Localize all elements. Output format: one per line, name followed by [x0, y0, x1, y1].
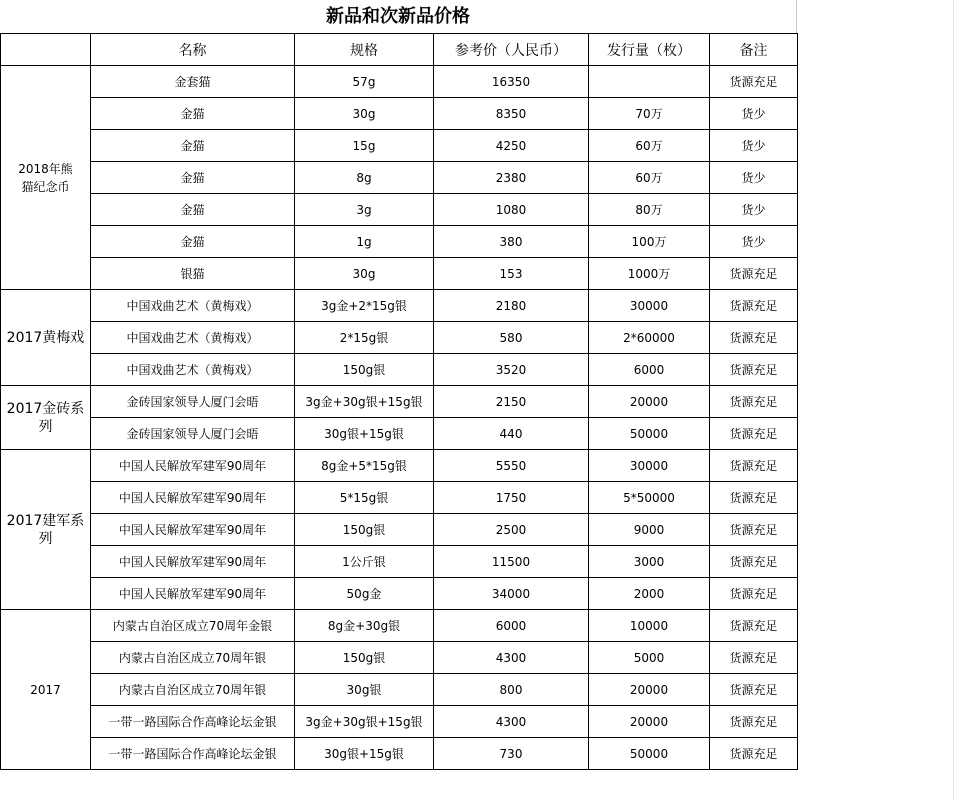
- cell-spec[interactable]: 50g金: [295, 578, 434, 610]
- cell-mintage[interactable]: 50000: [589, 738, 710, 770]
- table-row: [1, 450, 798, 482]
- header-name[interactable]: 名称: [91, 34, 295, 66]
- group-label-cell[interactable]: 2017黄梅戏: [1, 290, 91, 386]
- table-body: [1, 66, 798, 770]
- cell-spec[interactable]: 3g金+2*15g银: [295, 290, 434, 322]
- cell-spec[interactable]: 2*15g银: [295, 322, 434, 354]
- table-row: [1, 194, 798, 226]
- cell-mintage[interactable]: 5000: [589, 642, 710, 674]
- table-row: [1, 226, 798, 258]
- cell-remark[interactable]: 货源充足: [710, 354, 798, 386]
- cell-remark[interactable]: 货源充足: [710, 642, 798, 674]
- cell-name[interactable]: 中国人民解放军建军90周年: [91, 546, 295, 578]
- table-row: [1, 354, 798, 386]
- table-row: [1, 578, 798, 610]
- cell-spec[interactable]: 8g: [295, 162, 434, 194]
- table-row: [1, 514, 798, 546]
- cell-remark[interactable]: 货源充足: [710, 258, 798, 290]
- cell-spec[interactable]: 150g银: [295, 642, 434, 674]
- table-row: [1, 546, 798, 578]
- cell-mintage[interactable]: 50000: [589, 418, 710, 450]
- cell-name[interactable]: 中国人民解放军建军90周年: [91, 514, 295, 546]
- cell-name[interactable]: 金猫: [91, 226, 295, 258]
- cell-name[interactable]: 金砖国家领导人厦门会晤: [91, 386, 295, 418]
- table-row: [1, 66, 798, 98]
- cell-remark[interactable]: 货源充足: [710, 418, 798, 450]
- cell-price[interactable]: 4250: [434, 130, 589, 162]
- cell-spec[interactable]: 57g: [295, 66, 434, 98]
- cell-name[interactable]: 中国人民解放军建军90周年: [91, 450, 295, 482]
- cell-remark[interactable]: 货源充足: [710, 66, 798, 98]
- table-row: [1, 706, 798, 738]
- cell-remark[interactable]: 货源充足: [710, 290, 798, 322]
- cell-price[interactable]: 3520: [434, 354, 589, 386]
- table-row: [1, 258, 798, 290]
- cell-name[interactable]: 一带一路国际合作高峰论坛金银: [91, 706, 295, 738]
- cell-spec[interactable]: 1g: [295, 226, 434, 258]
- table-row: [1, 738, 798, 770]
- cell-price[interactable]: 2150: [434, 386, 589, 418]
- header-corner-cell[interactable]: [1, 34, 91, 66]
- cell-remark[interactable]: 货源充足: [710, 738, 798, 770]
- cell-name[interactable]: 中国戏曲艺术（黄梅戏）: [91, 290, 295, 322]
- cell-price[interactable]: 153: [434, 258, 589, 290]
- cell-remark[interactable]: 货源充足: [710, 578, 798, 610]
- cell-name[interactable]: 内蒙古自治区成立70周年银: [91, 674, 295, 706]
- cell-mintage[interactable]: 80万: [589, 194, 710, 226]
- cell-spec[interactable]: 3g金+30g银+15g银: [295, 706, 434, 738]
- cell-remark[interactable]: 货源充足: [710, 482, 798, 514]
- table-row: [1, 98, 798, 130]
- group-label-cell[interactable]: 2017金砖系列: [1, 386, 91, 450]
- cell-spec[interactable]: 150g银: [295, 514, 434, 546]
- cell-price[interactable]: 11500: [434, 546, 589, 578]
- table-row: [1, 290, 798, 322]
- table-row: [1, 418, 798, 450]
- cell-remark[interactable]: 货源充足: [710, 610, 798, 642]
- price-table: [0, 33, 798, 770]
- header-row: [1, 34, 798, 66]
- cell-mintage[interactable]: 20000: [589, 674, 710, 706]
- cell-remark[interactable]: 货源充足: [710, 706, 798, 738]
- cell-remark[interactable]: 货源充足: [710, 674, 798, 706]
- cell-mintage[interactable]: 10000: [589, 610, 710, 642]
- cell-mintage[interactable]: 100万: [589, 226, 710, 258]
- cell-remark[interactable]: 货少: [710, 98, 798, 130]
- cell-price[interactable]: 380: [434, 226, 589, 258]
- cell-price[interactable]: 1080: [434, 194, 589, 226]
- cell-name[interactable]: 中国戏曲艺术（黄梅戏）: [91, 322, 295, 354]
- group-label-cell[interactable]: 2017建军系列: [1, 450, 91, 610]
- cell-spec[interactable]: 30g: [295, 98, 434, 130]
- table-row: [1, 674, 798, 706]
- cell-mintage[interactable]: 5*50000: [589, 482, 710, 514]
- cell-price[interactable]: 8350: [434, 98, 589, 130]
- cell-price[interactable]: 34000: [434, 578, 589, 610]
- cell-spec[interactable]: 30g银+15g银: [295, 418, 434, 450]
- cell-price[interactable]: 4300: [434, 706, 589, 738]
- cell-name[interactable]: 银猫: [91, 258, 295, 290]
- cell-name[interactable]: 金猫: [91, 130, 295, 162]
- cell-name[interactable]: 金猫: [91, 98, 295, 130]
- cell-mintage[interactable]: 20000: [589, 706, 710, 738]
- cell-mintage[interactable]: 30000: [589, 450, 710, 482]
- cell-price[interactable]: 5550: [434, 450, 589, 482]
- cell-price[interactable]: 2380: [434, 162, 589, 194]
- cell-mintage[interactable]: 60万: [589, 162, 710, 194]
- cell-mintage[interactable]: 2*60000: [589, 322, 710, 354]
- cell-remark[interactable]: 货少: [710, 194, 798, 226]
- cell-name[interactable]: 金猫: [91, 194, 295, 226]
- cell-remark[interactable]: 货源充足: [710, 546, 798, 578]
- cell-mintage[interactable]: [589, 66, 710, 98]
- group-label-cell[interactable]: 2018年熊猫纪念币: [1, 66, 91, 290]
- cell-remark[interactable]: 货少: [710, 130, 798, 162]
- cell-remark[interactable]: 货少: [710, 226, 798, 258]
- cell-remark[interactable]: 货源充足: [710, 322, 798, 354]
- cell-price[interactable]: 16350: [434, 66, 589, 98]
- table-row: [1, 610, 798, 642]
- table-row: [1, 386, 798, 418]
- group-label-cell[interactable]: 2017: [1, 610, 91, 770]
- cell-mintage[interactable]: 60万: [589, 130, 710, 162]
- cell-price[interactable]: 580: [434, 322, 589, 354]
- cell-remark[interactable]: 货源充足: [710, 386, 798, 418]
- cell-price[interactable]: 4300: [434, 642, 589, 674]
- cell-spec[interactable]: 30g: [295, 258, 434, 290]
- cell-spec[interactable]: 3g金+30g银+15g银: [295, 386, 434, 418]
- table-row: [1, 322, 798, 354]
- cell-name[interactable]: 一带一路国际合作高峰论坛金银: [91, 738, 295, 770]
- cell-spec[interactable]: 15g: [295, 130, 434, 162]
- cell-mintage[interactable]: 30000: [589, 290, 710, 322]
- sheet-title: 新品和次新品价格: [0, 0, 797, 33]
- cell-spec[interactable]: 8g金+30g银: [295, 610, 434, 642]
- cell-name[interactable]: 内蒙古自治区成立70周年金银: [91, 610, 295, 642]
- cell-spec[interactable]: 5*15g银: [295, 482, 434, 514]
- cell-price[interactable]: 2180: [434, 290, 589, 322]
- cell-mintage[interactable]: 9000: [589, 514, 710, 546]
- cell-price[interactable]: 2500: [434, 514, 589, 546]
- cell-mintage[interactable]: 70万: [589, 98, 710, 130]
- cell-spec[interactable]: 150g银: [295, 354, 434, 386]
- header-mintage[interactable]: 发行量（枚）: [589, 34, 710, 66]
- cell-spec[interactable]: 30g银: [295, 674, 434, 706]
- table-row: [1, 482, 798, 514]
- cell-name[interactable]: 金套猫: [91, 66, 295, 98]
- cell-spec[interactable]: 8g金+5*15g银: [295, 450, 434, 482]
- cell-price[interactable]: 800: [434, 674, 589, 706]
- header-remark[interactable]: 备注: [710, 34, 798, 66]
- cell-mintage[interactable]: 2000: [589, 578, 710, 610]
- header-spec[interactable]: 规格: [295, 34, 434, 66]
- cell-price[interactable]: 730: [434, 738, 589, 770]
- cell-name[interactable]: 金砖国家领导人厦门会晤: [91, 418, 295, 450]
- cell-price[interactable]: 1750: [434, 482, 589, 514]
- cell-remark[interactable]: 货源充足: [710, 514, 798, 546]
- cell-name[interactable]: 中国戏曲艺术（黄梅戏）: [91, 354, 295, 386]
- cell-remark[interactable]: 货源充足: [710, 450, 798, 482]
- cell-mintage[interactable]: 20000: [589, 386, 710, 418]
- table-row: [1, 162, 798, 194]
- cell-name[interactable]: 中国人民解放军建军90周年: [91, 578, 295, 610]
- cell-name[interactable]: 内蒙古自治区成立70周年银: [91, 642, 295, 674]
- cell-mintage[interactable]: 6000: [589, 354, 710, 386]
- cell-spec[interactable]: 3g: [295, 194, 434, 226]
- cell-spec[interactable]: 30g银+15g银: [295, 738, 434, 770]
- cell-remark[interactable]: 货少: [710, 162, 798, 194]
- cell-spec[interactable]: 1公斤银: [295, 546, 434, 578]
- cell-price[interactable]: 6000: [434, 610, 589, 642]
- table-row: [1, 130, 798, 162]
- header-price[interactable]: 参考价（人民币）: [434, 34, 589, 66]
- cell-name[interactable]: 中国人民解放军建军90周年: [91, 482, 295, 514]
- cell-mintage[interactable]: 3000: [589, 546, 710, 578]
- cell-name[interactable]: 金猫: [91, 162, 295, 194]
- cell-price[interactable]: 440: [434, 418, 589, 450]
- cell-mintage[interactable]: 1000万: [589, 258, 710, 290]
- table-row: [1, 642, 798, 674]
